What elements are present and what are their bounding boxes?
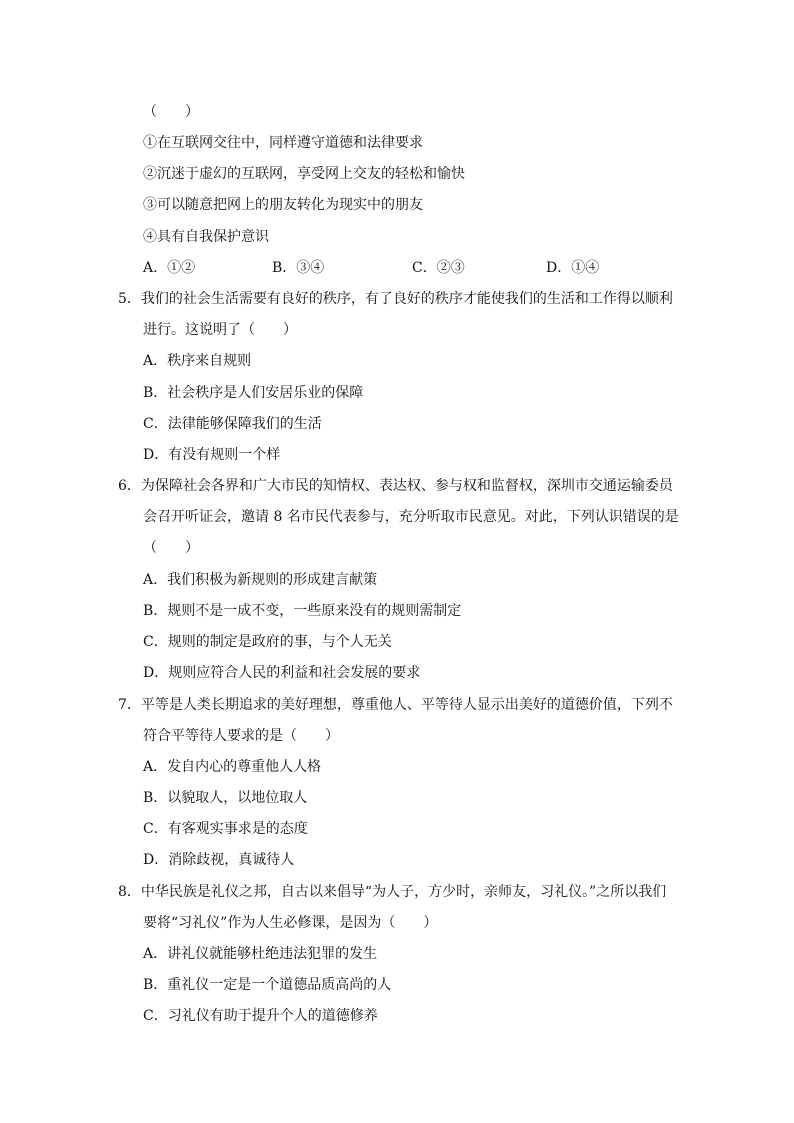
question-4-paren: （ ） <box>143 104 199 120</box>
question-6-option-b: B．规则不是一成不变，一些原来没有的规则需制定 <box>143 603 462 619</box>
question-5-option-c: C．法律能够保障我们的生活 <box>143 416 322 432</box>
question-6-stem-line-1: 6．为保障社会各界和广大市民的知情权、表达权、参与权和监督权，深圳市交通运输委员 <box>118 478 673 494</box>
question-6-stem-line-2: 会召开听证会，邀请 8 名市民代表参与，充分听取市民意见。对此，下列认识错误的是 <box>143 509 679 525</box>
question-7-stem-line-2: 符合平等待人要求的是（ ） <box>143 728 339 744</box>
question-4-option-c: C．②③ <box>412 260 465 276</box>
question-4-option-a: A．①② <box>143 260 196 276</box>
question-4-item-3: ③可以随意把网上的朋友转化为现实中的朋友 <box>143 197 423 213</box>
question-8-option-a: A．讲礼仪就能够杜绝违法犯罪的发生 <box>143 946 378 962</box>
question-7-option-d: D．消除歧视，真诚待人 <box>143 852 295 868</box>
question-4-item-4: ④具有自我保护意识 <box>143 229 269 245</box>
question-4-item-2: ②沉迷于虚幻的互联网，享受网上交友的轻松和愉快 <box>143 166 465 182</box>
question-4-item-1: ①在互联网交往中，同样遵守道德和法律要求 <box>143 135 423 151</box>
question-7-stem-line-1: 7．平等是人类长期追求的美好理想，尊重他人、平等待人显示出美好的道德价值，下列不 <box>118 697 673 713</box>
question-4-option-d: D．①④ <box>546 260 600 276</box>
question-7-option-c: C．有客观实事求是的态度 <box>143 821 308 837</box>
question-7-option-b: B．以貌取人，以地位取人 <box>143 790 308 806</box>
question-5-stem-line-1: 5．我们的社会生活需要有良好的秩序，有了良好的秩序才能使我们的生活和工作得以顺利 <box>118 291 673 307</box>
question-6-option-c: C．规则的制定是政府的事，与个人无关 <box>143 634 392 650</box>
question-5-option-d: D．有没有规则一个样 <box>143 447 281 463</box>
question-7-option-a: A．发自内心的尊重他人人格 <box>143 759 322 775</box>
question-8-option-b: B．重礼仪一定是一个道德品质高尚的人 <box>143 977 392 993</box>
question-5-option-b: B．社会秩序是人们安居乐业的保障 <box>143 385 364 401</box>
question-6-option-a: A．我们积极为新规则的形成建言献策 <box>143 572 378 588</box>
question-4-option-b: B．③④ <box>272 260 325 276</box>
question-8-stem-line-2: 要将“习礼仪”作为人生必修课，是因为（ ） <box>143 915 438 931</box>
question-8-stem-line-1: 8．中华民族是礼仪之邦，自古以来倡导“为人子，方少时，亲师友，习礼仪。”之所以我们 <box>118 884 667 900</box>
question-6-option-d: D．规则应符合人民的利益和社会发展的要求 <box>143 665 421 681</box>
question-5-option-a: A．秩序来自规则 <box>143 353 252 369</box>
question-6-stem-line-3: （ ） <box>143 540 199 556</box>
question-5-stem-line-2: 进行。这说明了（ ） <box>143 322 297 338</box>
question-8-option-c: C．习礼仪有助于提升个人的道德修养 <box>143 1008 378 1024</box>
